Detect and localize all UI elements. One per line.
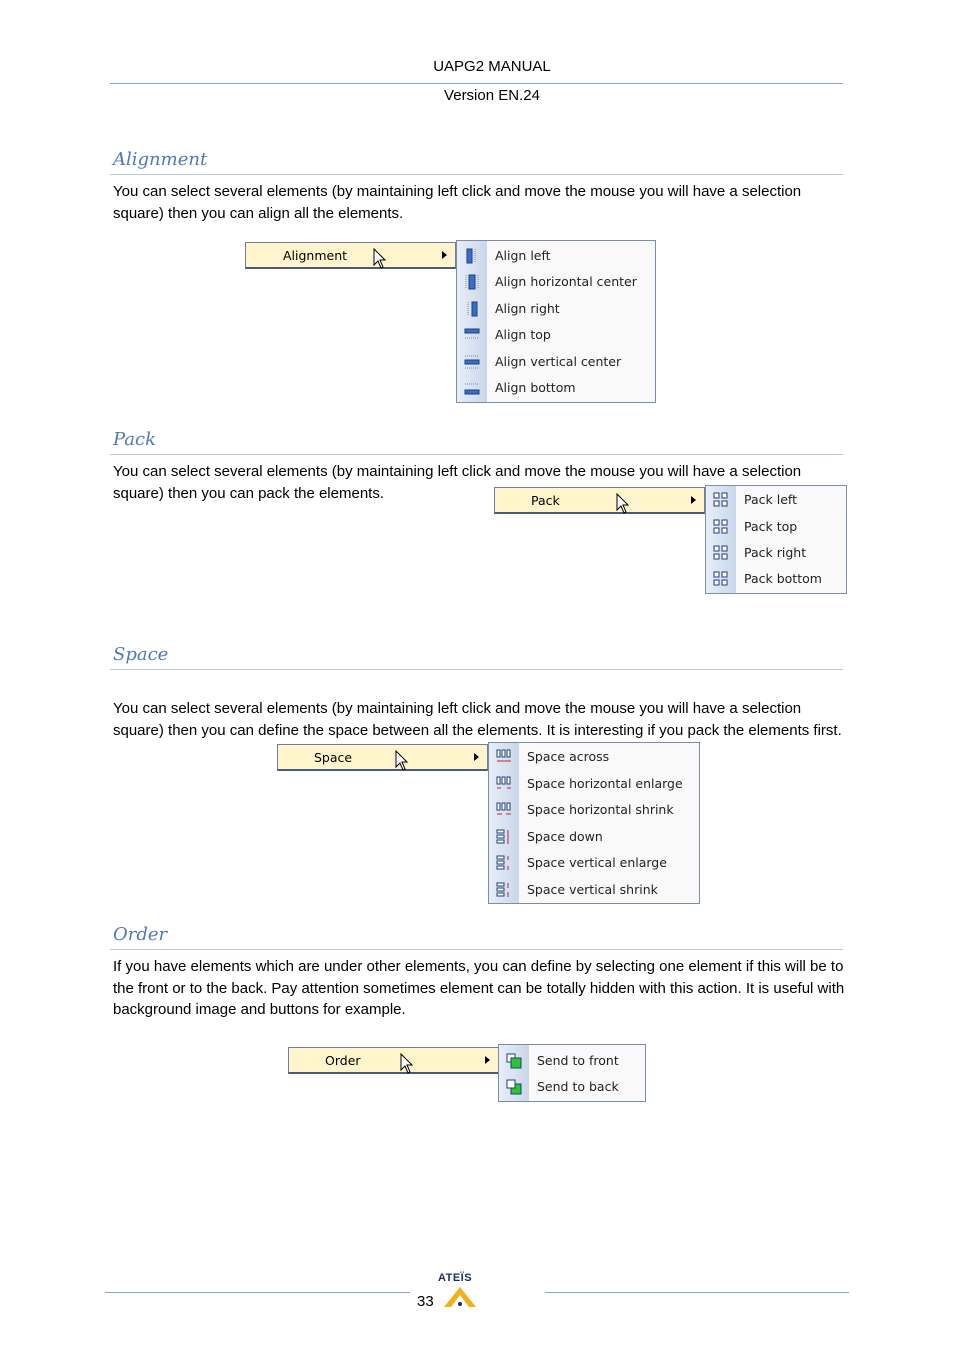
menu-item-align-vertical-center[interactable]: Align vertical center <box>457 349 655 375</box>
space-paragraph: You can select several elements (by maintaining left click and move the mouse you will have a selection square) then you can define the space between all the elements. It is interesting if you pack the elements first. <box>113 700 842 739</box>
pack-right-icon <box>713 545 729 561</box>
submenu-arrow-icon <box>691 496 696 504</box>
send-to-back-icon <box>506 1079 522 1095</box>
alignment-menu-label: Alignment <box>283 248 348 263</box>
align-right-icon <box>464 301 480 317</box>
space-horizontal-shrink-icon <box>496 802 512 818</box>
order-heading: Order <box>113 924 168 945</box>
menu-item-pack-right[interactable]: Pack right <box>706 540 846 566</box>
alignment-menu-item[interactable] <box>245 242 456 269</box>
order-rule <box>110 949 843 950</box>
menu-item-align-left[interactable]: Align left <box>457 243 655 269</box>
align-left-icon <box>464 248 480 264</box>
space-down-icon <box>496 829 512 845</box>
submenu-arrow-icon <box>442 251 447 259</box>
space-menu-label: Space <box>314 750 353 765</box>
align-top-icon <box>464 327 480 343</box>
space-submenu <box>488 742 700 904</box>
menu-item-space-down[interactable]: Space down <box>489 824 699 850</box>
send-to-front-icon <box>506 1053 522 1069</box>
space-rule <box>110 669 843 670</box>
order-submenu <box>498 1044 646 1102</box>
pack-heading: Pack <box>113 429 157 450</box>
align-horizontal-center-icon <box>464 274 480 290</box>
menu-item-pack-left[interactable]: Pack left <box>706 487 846 513</box>
menu-item-pack-bottom[interactable]: Pack bottom <box>706 566 846 592</box>
space-vertical-enlarge-icon <box>496 855 512 871</box>
pack-bottom-icon <box>713 571 729 587</box>
document-version: Version EN.24 <box>444 87 540 104</box>
alignment-rule <box>110 174 843 175</box>
alignment-heading: Alignment <box>113 149 208 170</box>
pack-paragraph: You can select several elements (by maintaining left click and move the mouse you will have a selection square) then you can pack the elements. <box>113 463 802 502</box>
pack-rule <box>110 454 843 455</box>
footer-rule-right <box>545 1292 849 1293</box>
footer-rule-left <box>105 1292 410 1293</box>
alignment-submenu <box>456 240 656 403</box>
menu-item-pack-top[interactable]: Pack top <box>706 514 846 540</box>
menu-item-space-horizontal-shrink[interactable]: Space horizontal shrink <box>489 797 699 823</box>
mouse-cursor-icon <box>395 750 409 772</box>
pack-menu-label: Pack <box>531 493 560 508</box>
order-paragraph: If you have elements which are under other elements, you can define by selecting one element if this will be to the front or to the back. Pay attention sometimes element can be totally hidden with this action. It is useful with background image and buttons for example. <box>113 958 845 1018</box>
menu-item-space-across[interactable]: Space across <box>489 744 699 770</box>
pack-left-icon <box>713 492 729 508</box>
pack-submenu <box>705 485 847 594</box>
menu-item-space-vertical-enlarge[interactable]: Space vertical enlarge <box>489 850 699 876</box>
menu-item-send-to-front[interactable]: Send to front <box>499 1048 645 1074</box>
menu-item-space-vertical-shrink[interactable]: Space vertical shrink <box>489 877 699 903</box>
mouse-cursor-icon <box>400 1053 414 1075</box>
menu-item-align-horizontal-center[interactable]: Align horizontal center <box>457 269 655 295</box>
menu-item-send-to-back[interactable]: Send to back <box>499 1074 645 1100</box>
header-rule <box>110 83 843 84</box>
pack-menu-item[interactable] <box>494 487 705 514</box>
menu-item-space-horizontal-enlarge[interactable]: Space horizontal enlarge <box>489 771 699 797</box>
brand-logo-text: ATEÏS <box>438 1272 473 1284</box>
submenu-arrow-icon <box>474 753 479 761</box>
order-menu-item[interactable] <box>288 1047 499 1074</box>
order-menu-label: Order <box>325 1053 361 1068</box>
menu-item-align-bottom[interactable]: Align bottom <box>457 375 655 401</box>
space-menu-item[interactable] <box>277 744 488 771</box>
ateis-logo-icon <box>443 1286 477 1308</box>
alignment-paragraph: You can select several elements (by maintaining left click and move the mouse you will have a selection square) then you can align all the elements. <box>113 183 802 222</box>
space-vertical-shrink-icon <box>496 882 512 898</box>
mouse-cursor-icon <box>373 248 387 270</box>
document-title: UAPG2 MANUAL <box>433 58 551 75</box>
page-number: 33 <box>417 1293 434 1310</box>
pack-top-icon <box>713 519 729 535</box>
mouse-cursor-icon <box>616 493 630 515</box>
space-across-icon <box>496 749 512 765</box>
align-vertical-center-icon <box>464 354 480 370</box>
align-bottom-icon <box>464 380 480 396</box>
menu-item-align-right[interactable]: Align right <box>457 296 655 322</box>
space-horizontal-enlarge-icon <box>496 776 512 792</box>
menu-item-align-top[interactable]: Align top <box>457 322 655 348</box>
submenu-arrow-icon <box>485 1056 490 1064</box>
space-heading: Space <box>113 644 169 665</box>
